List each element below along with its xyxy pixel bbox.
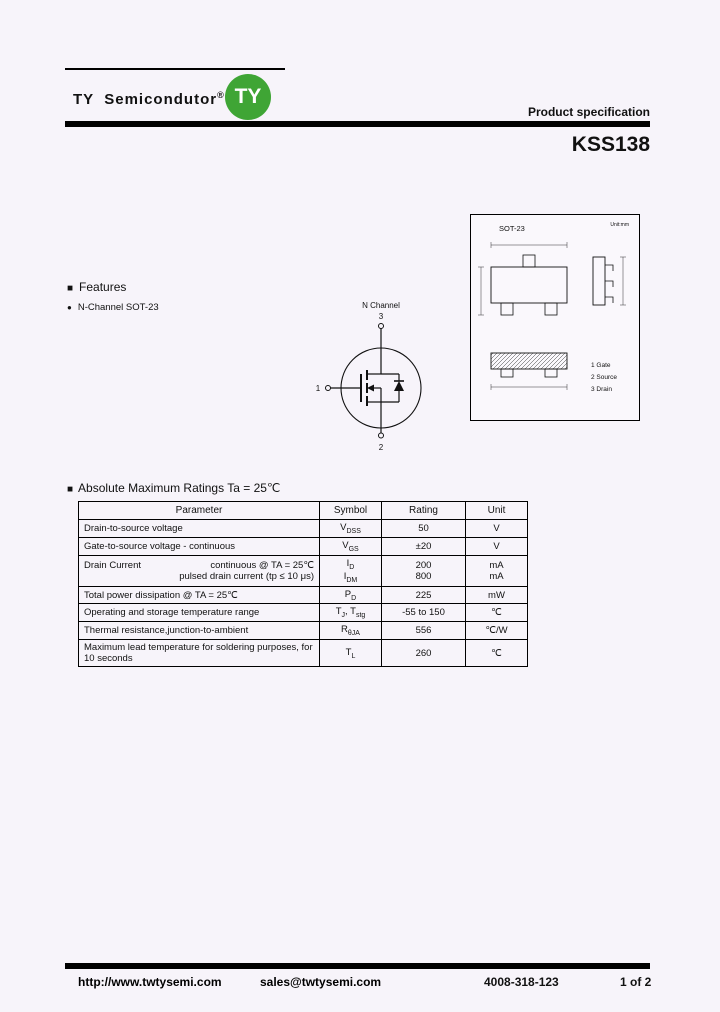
channel-type-label: N Channel (362, 301, 400, 310)
footer-divider-bar (65, 963, 650, 969)
mosfet-symbol-figure (311, 300, 451, 458)
unit-cell: ℃/W (466, 622, 528, 640)
unit-cell: mA mA (466, 555, 528, 586)
symbol-cell: $I_D$ $I_{DM}$ (320, 555, 382, 586)
package-name-label: SOT-23 (499, 224, 525, 233)
table-row (79, 520, 528, 538)
brand-logo (225, 74, 271, 120)
table-row-drain-current (79, 555, 528, 586)
symbol-cell: $T_L$ (320, 640, 382, 667)
unit-cell: V (466, 537, 528, 555)
unit-cell: V (466, 520, 528, 538)
footer-website-link[interactable]: http://www.twtysemi.com (78, 975, 222, 989)
pin-list-item-source: 2 Source (591, 374, 618, 381)
table-row (79, 586, 528, 604)
param-cell: Drain-to-source voltage (79, 520, 320, 538)
table-row (79, 537, 528, 555)
sot23-outline-drawing (471, 215, 637, 418)
header-divider-bar (65, 121, 650, 127)
footer-phone-number: 4008-318-123 (484, 975, 559, 989)
col-header-unit: Unit (466, 502, 528, 520)
col-header-rating: Rating (382, 502, 466, 520)
unit-cell: ℃ (466, 640, 528, 667)
footer-page-number: 1 of 2 (620, 975, 652, 989)
ratings-table (78, 501, 528, 667)
package-outline-figure (470, 214, 640, 421)
pin3-terminal-icon (379, 324, 384, 329)
part-number-title: KSS138 (571, 133, 650, 156)
rating-cell: 225 (382, 586, 466, 604)
features-section-title: ■ Features (67, 280, 127, 294)
table-row (79, 622, 528, 640)
rating-cell: 260 (382, 640, 466, 667)
symbol-cell: $P_D$ (320, 586, 382, 604)
section-square-icon: ■ (67, 283, 74, 294)
table-row (79, 640, 528, 667)
table-row (79, 604, 528, 622)
brand-logo-text: TY (234, 85, 262, 108)
param-cell: Thermal resistance,junction-to-ambient (79, 622, 320, 640)
param-cell: Operating and storage temperature range (79, 604, 320, 622)
rating-cell: -55 to 150 (382, 604, 466, 622)
table-header-row (79, 502, 528, 520)
pin3-label: 3 (378, 312, 384, 321)
ratings-section-title: ■ Absolute Maximum Ratings Ta = 25℃ (67, 481, 281, 495)
bullet-dot-icon: ● (67, 303, 72, 312)
symbol-cell: $R_{\theta JA}$ (320, 622, 382, 640)
symbol-cell: $V_{DSS}$ (320, 520, 382, 538)
pin1-label: 1 (315, 384, 321, 393)
unit-note-label: Unit:mm (610, 222, 629, 228)
feature-item: ● N-Channel SOT-23 (67, 302, 159, 313)
symbol-cell: $T_J$, $T_{stg}$ (320, 604, 382, 622)
footer-email-link[interactable]: sales@twtysemi.com (260, 975, 382, 989)
param-cell: Drain Current continuous @ TA = 25℃ pulsed drain current (tp ≤ 10 μs) (79, 555, 320, 586)
param-cell: Total power dissipation @ TA = 25℃ (79, 586, 320, 604)
rating-cell: 50 (382, 520, 466, 538)
param-cell: Gate-to-source voltage - continuous (79, 537, 320, 555)
company-name: TY Semicondutor® (73, 90, 225, 108)
pin-list-item-drain: 3 Drain (591, 386, 612, 393)
mosfet-schematic-drawing (311, 300, 451, 458)
rating-cell: ±20 (382, 537, 466, 555)
pin2-terminal-icon (379, 433, 384, 438)
logo-box (65, 68, 285, 124)
unit-cell: ℃ (466, 604, 528, 622)
param-cell: Maximum lead temperature for soldering purposes, for 10 seconds (79, 640, 320, 667)
unit-cell: mW (466, 586, 528, 604)
col-header-parameter: Parameter (79, 502, 320, 520)
body-diode-icon (394, 381, 404, 391)
pin2-label: 2 (378, 443, 384, 452)
rating-cell: 556 (382, 622, 466, 640)
product-specification-label: Product specification (527, 105, 650, 119)
pin1-terminal-icon (326, 386, 331, 391)
registered-mark: ® (217, 90, 225, 100)
symbol-cell: $V_{GS}$ (320, 537, 382, 555)
col-header-symbol: Symbol (320, 502, 382, 520)
section-square-icon: ■ (67, 484, 74, 495)
rating-cell: 200 800 (382, 555, 466, 586)
pin-list-item-gate: 1 Gate (591, 362, 611, 369)
